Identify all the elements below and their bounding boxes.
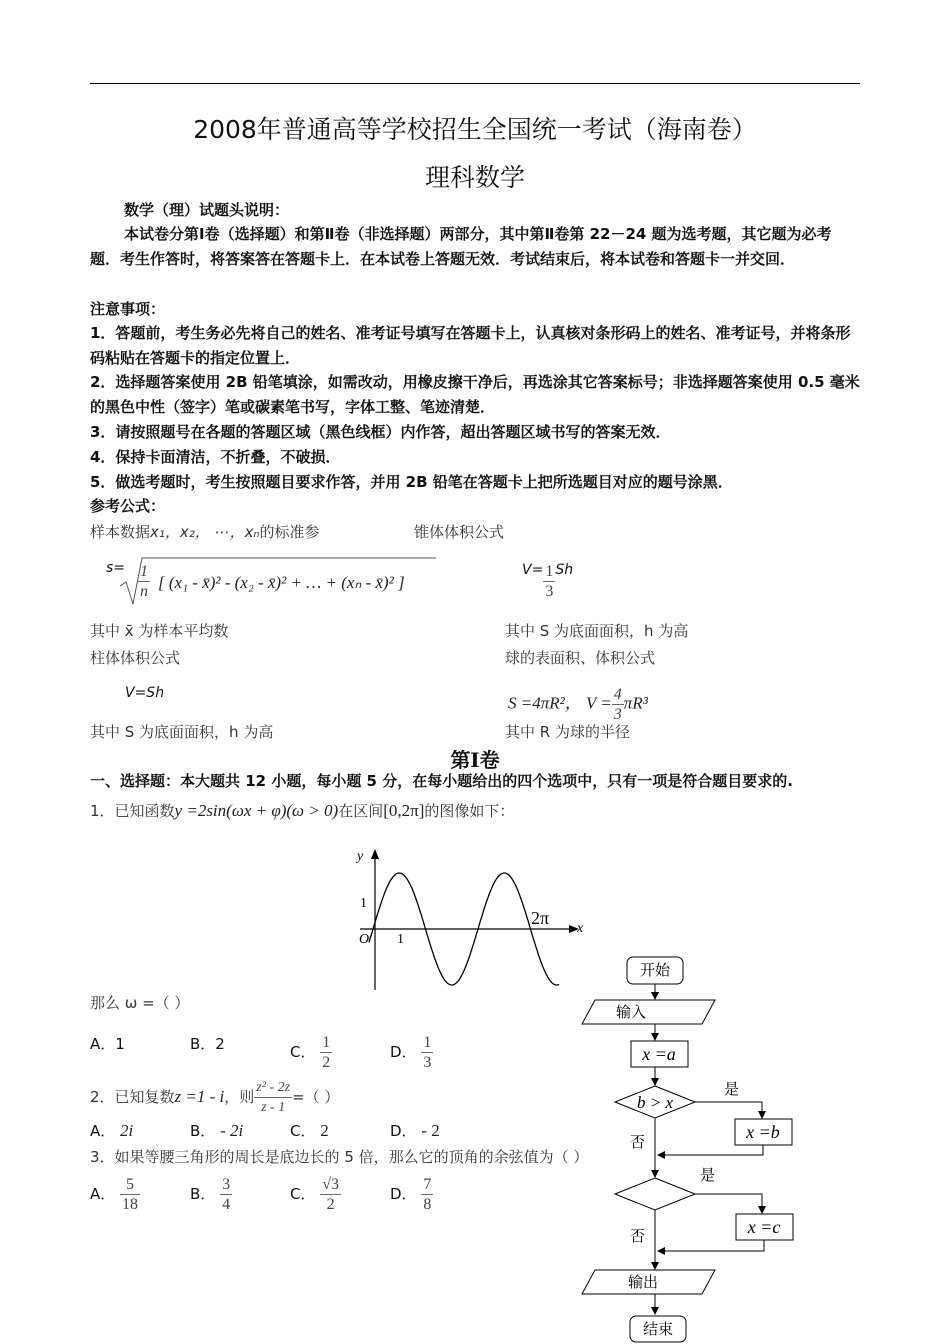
prism-formula: V=Sh [125, 685, 165, 701]
y-tick-one: 1 [360, 896, 367, 911]
prism-note: 其中 S 为底面面积，h 为高 [90, 723, 274, 741]
q2-option-d: D． - 2 [390, 1121, 440, 1140]
sphere-label: 球的表面积、体积公式 [505, 649, 656, 667]
std-dev-sum: [ (x₁ - x̄)² - (x₂ - x̄)² + … + (xₙ - x̄)² ] [158, 573, 405, 592]
q3-option-d: D． $\frac{7}{8}$ [390, 1176, 432, 1213]
input-box [582, 1000, 715, 1024]
std-dev-label: 样本数据x₁，x₂， ⋯，xₙ的标准参 [90, 523, 320, 541]
two-pi-label: 2π [531, 908, 550, 928]
decision-1-label: b > x [636, 1093, 674, 1112]
question-2: 2．已知复数z =1 - i，则 $\frac{\text{z² - 2z}}{z - 1}$ =（ ） [90, 1080, 340, 1115]
q3-option-a: A． $\frac{5}{18}$ [90, 1176, 139, 1213]
x-label: x [577, 921, 584, 936]
origin-label: O [359, 932, 370, 947]
start-label: 开始 [639, 963, 671, 979]
sphere-note: 其中 R 为球的半径 [505, 723, 630, 741]
note-item-3: 3．请按照题号在各题的答题区域（黑色线框）内作答，超出答题区域书写的答案无效． [90, 423, 671, 441]
top-rule [90, 83, 860, 84]
intro-body: 本试卷分第Ⅰ卷（选择题）和第Ⅱ卷（非选择题）两部分，其中第Ⅱ卷第 22－24 题为选考题，其它题为必考题．考生作答时，将答案答在答题卡上．在本试卷上答题无效．考试结束后，将本试卷和答题卡一并交回． [90, 225, 832, 268]
std-dev-formula: s= [106, 560, 126, 576]
yes-label-1: 是 [724, 1082, 740, 1098]
x-tick-one: 1 [397, 932, 404, 947]
output-label: 输出 [628, 1275, 659, 1291]
sphere-formula: S =4πR²， V = $\frac{4}{3}$ πR³ [508, 686, 648, 723]
question-1: 1．已知函数y =2sin(ωx + φ)(ω > 0)在区间[0,2π]的图像如下： [90, 801, 515, 820]
q2-option-c: C． 2 [290, 1121, 329, 1140]
q2-option-b: B． - 2i [190, 1121, 244, 1140]
no-label-1: 否 [630, 1135, 646, 1151]
assign-c-label: x =c [747, 1217, 781, 1237]
note-item-1: 1．答题前，考生务必先将自己的姓名、准考证号填写在答题卡上，认真核对条形码上的姓名、准考证号，并将条形码粘贴在答题卡的指定位置上． [90, 324, 851, 367]
cone-note: 其中 S 为底面面积，h 为高 [505, 622, 689, 640]
section-heading: 一、选择题：本大题共 12 小题，每小题 5 分，在每小题给出的四个选项中，只有一项是符合题目要求的. [90, 772, 793, 790]
cone-formula: V= $\frac{1}{3}$ Sh [522, 562, 574, 600]
end-label: 结束 [642, 1322, 674, 1338]
assign-b-label: x =b [746, 1122, 780, 1142]
intro-heading: 数学（理）试题头说明： [124, 201, 290, 219]
y-axis-arrow [371, 849, 379, 859]
q1-option-a: A．1 [90, 1035, 125, 1053]
yes-label-2: 是 [700, 1168, 716, 1184]
q3-option-c: C． $\frac{√3}{2}$ [290, 1176, 340, 1213]
q3-option-b: B． $\frac{3}{4}$ [190, 1176, 231, 1213]
decision-2 [615, 1178, 695, 1210]
y-label: y [357, 849, 364, 864]
q1-option-b: B．2 [190, 1035, 225, 1053]
mean-note: 其中 x̄ 为样本平均数 [90, 622, 229, 640]
q1-option-d: D． $\frac{1}{3}$ [390, 1034, 432, 1071]
note-item-2: 2．选择题答案使用 2B 铅笔填涂，如需改动，用橡皮擦干净后，再选涂其它答案标号；非选择题答案使用 0.5 毫米的黑色中性（签字）笔或碳素笔书写，字体工整、笔迹清楚． [90, 373, 860, 416]
q2-option-a: A． 2i [90, 1121, 134, 1140]
q1-option-c: C． $\frac{1}{2}$ [290, 1034, 331, 1071]
note-item-5: 5．做选考题时，考生按照题目要求作答，并用 2B 铅笔在答题卡上把所选题目对应的题号涂黑． [90, 473, 733, 491]
std-dev-fraction: $\frac{1}{n}$ [140, 563, 148, 600]
page-title: 2008年普通高等学校招生全国统一考试（海南卷） [193, 115, 757, 144]
flowchart [570, 950, 810, 1344]
note-item-4: 4．保持卡面清洁，不折叠，不破损． [90, 448, 341, 466]
prism-volume-label: 柱体体积公式 [90, 649, 181, 667]
question-3: 3．如果等腰三角形的周长是底边长的 5 倍，那么它的顶角的余弦值为（ ） [90, 1148, 589, 1166]
page-subtitle: 理科数学 [424, 163, 525, 192]
assign-a-label: x =a [642, 1044, 676, 1064]
no-label-2: 否 [630, 1229, 646, 1245]
part-title: 第Ⅰ卷 [450, 748, 500, 772]
question-1-ask: 那么 ω =（ ） [90, 994, 190, 1012]
cone-volume-label: 锥体体积公式 [414, 523, 505, 541]
input-label: 输入 [616, 1005, 647, 1021]
notes-heading: 注意事项： [90, 300, 166, 318]
formulas-heading: 参考公式： [90, 497, 166, 515]
sine-graph [345, 845, 595, 995]
